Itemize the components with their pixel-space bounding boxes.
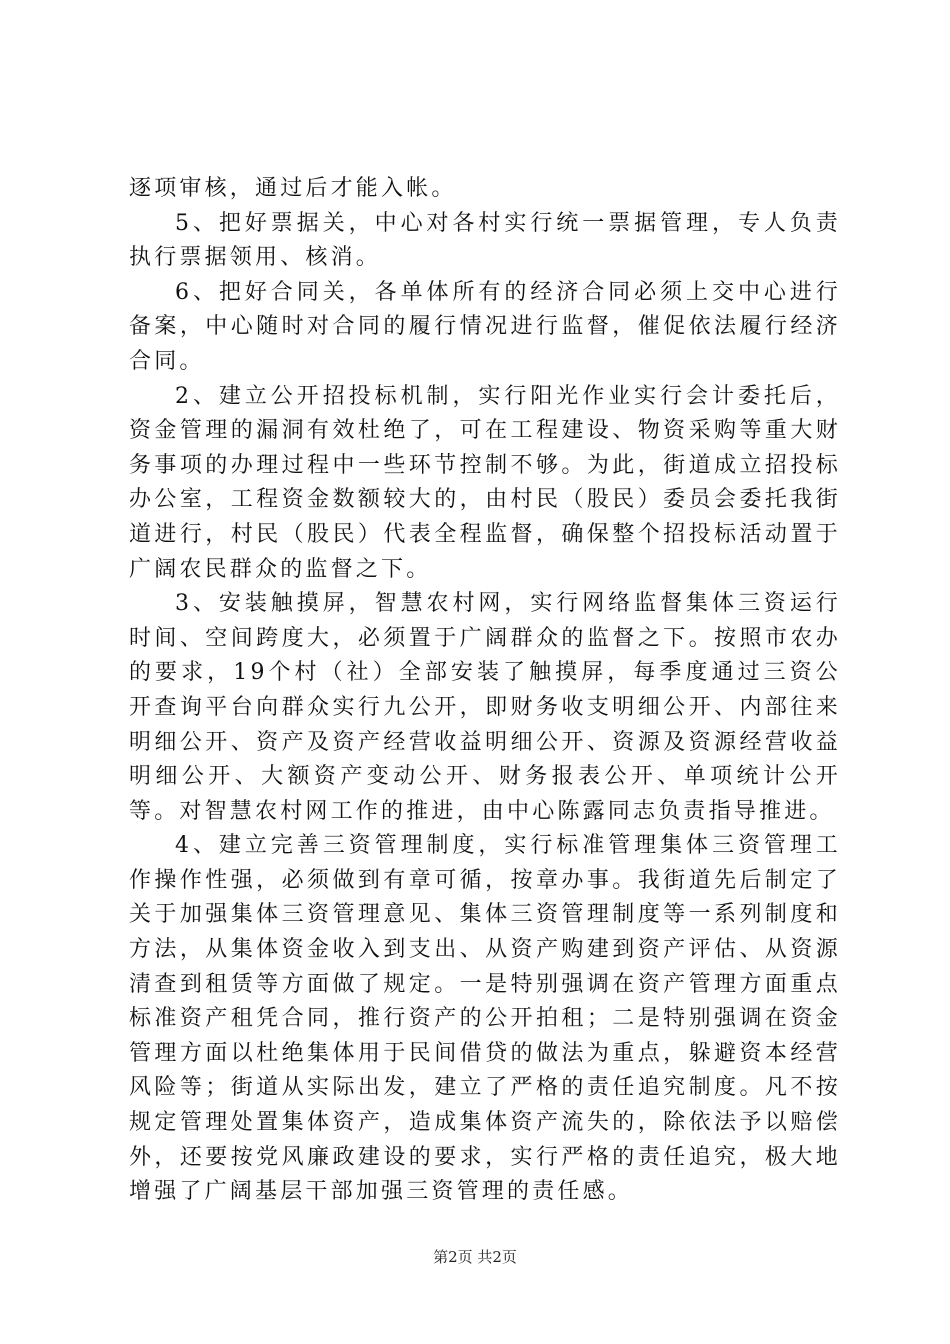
paragraph-contract-control: 6、把好合同关，各单体所有的经济合同必须上交中心进行备案，中心随时对合同的履行情况进行监督，催促依法履行经济合同。 [129, 279, 841, 374]
page-footer: 第2页 共2页 [433, 1248, 517, 1266]
document-body [129, 172, 841, 1210]
paragraph-public-bidding: 2、建立公开招投标机制，实行阳光作业实行会计委托后，资金管理的漏洞有效杜绝了，可在工程建设、物资采购等重大财务事项的办理过程中一些环节控制不够。为此，街道成立招投标办公室，工程资金数额较大的，由村民（股民）委员会委托我街道进行，村民（股民）代表全程监督，确保整个招投标活动置于广阔农民群众的监督之下。 [129, 383, 841, 582]
paragraph-invoice-control: 5、把好票据关，中心对各村实行统一票据管理，专人负责执行票据领用、核消。 [129, 210, 841, 271]
paragraph-touchscreen-supervision: 3、安装触摸屏，智慧农村网，实行网络监督集体三资运行时间、空间跨度大，必须置于广阔群众的监督之下。按照市农办的要求，19个村（社）全部安装了触摸屏，每季度通过三资公开查询平台向群众实行九公开，即财务收支明细公开、内部往来明细公开、资产及资产经营收益明细公开、资源及资源经营收益明细公开、大额资产变动公开、财务报表公开、单项统计公开等。对智慧农村网工作的推进，由中心陈露同志负责指导推进。 [129, 591, 841, 824]
paragraph-management-system: 4、建立完善三资管理制度，实行标准管理集体三资管理工作操作性强，必须做到有章可循，按章办事。我街道先后制定了关于加强集体三资管理意见、集体三资管理制度等一系列制度和方法，从集体资金收入到支出、从资产购建到资产评估、从资源清查到租赁等方面做了规定。一是特别强调在资产管理方面重点标准资产租凭合同，推行资产的公开拍租；二是特别强调在资金管理方面以杜绝集体用于民间借贷的做法为重点，躲避资本经营风险等；街道从实际出发，建立了严格的责任追究制度。凡不按规定管理处置集体资产，造成集体资产流失的，除依法予以赔偿外，还要按党风廉政建设的要求，实行严格的责任追究，极大地增强了广阔基层干部加强三资管理的责任感。 [129, 833, 841, 1205]
paragraph-continuation: 逐项审核，通过后才能入帐。 [129, 176, 457, 201]
